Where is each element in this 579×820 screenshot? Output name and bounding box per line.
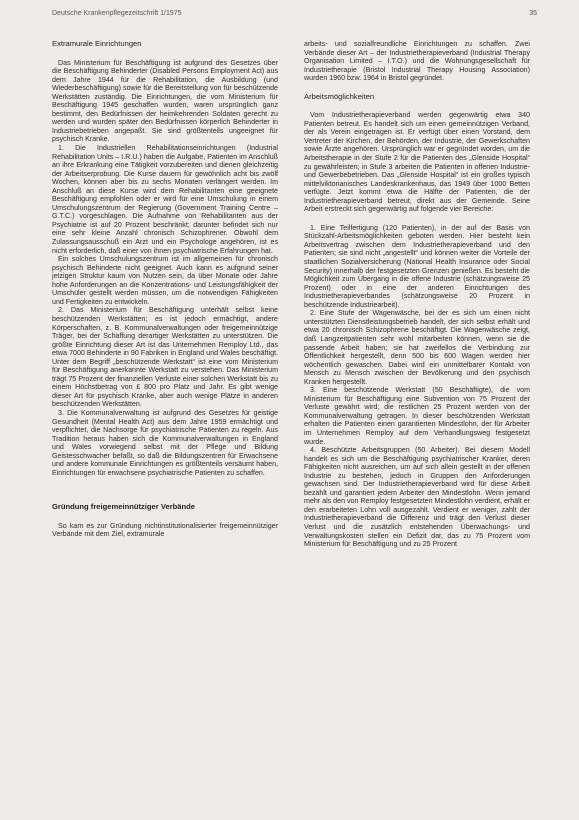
- paragraph: 4. Beschützte Arbeitsgruppen (50 Arbeiter). Bei diesem Modell handelt es sich um die Beschäftigung psychiatrischer Kranker, deren Fähigkeiten nicht ausreichen, um auf sich allein gestellt in der offenen Industrie zu bestehen, jedoch in Gruppen den Anforderungen gewachsen sind. Der Industrietherapieverband wird für diese Arbeit bezahlt und garantiert jedem Arbeiter den Mindestlohn. Wenn jemand mehr als den von Remploy festgesetzten Mindestlohn verdient, erhält er den erarbeiteten Lohn voll ausgezahlt. Verdient er weniger, zahlt der Industrietherapieverband die Differenz und trägt den Verlust dieser Verlust und die zusätzlich entstehenden Überwachungs- und Verwaltungskosten stellen ein Defizit dar, das zu 75 Prozent vom Ministerium für Beschäftigung und zu 25 Prozent: [304, 446, 530, 549]
- paragraph: Vom Industrietherapieverband werden gegenwärtig etwa 340 Patienten betreut. Es handelt sich um einen gemeinnützigen Verband, der als Verein eingetragen ist. Er verfügt über einen Vorstand, dem Vertreter der Kirchen, der Behörden, der Industrie, der Gewerkschaften sowie Ärzte angehören. Ursprünglich war er gegründet worden, um die Arbeitstherapie in der Stufe 2 für die Patienten des „Glenside Hospital“ zu gewährleisten; in Stufe 3 arbeiten die Patienten in offenen Industrie- und Gewerbebetrieben. Das „Glenside Hospital“ ist ein großes typisch mittelviktorianisches Landeskrankenhaus, das 1949 über 1000 Betten verfügte. Jetzt kommt etwa die Hälfte der Patienten, die der Industrietherapieverband betreut, direkt aus der Gemeinde. Seine Arbeit erstreckt sich gegenwärtig auf folgende vier Bereiche:: [304, 111, 530, 214]
- paragraph: 2. Das Ministerium für Beschäftigung unterhält selbst keine beschützenden Werkstätten; es ist jedoch ermächtigt, andere Körperschaften, z. B. Kommunalverwaltungen oder freigemeinnützige Träger, bei der Schaffung derartiger Werkstätten zu unterstützen. Die größte Einrichtung dieser Art ist das Unternehmen Remploy Ltd., das etwa 7000 Behinderte in 90 Fabriken in England und Wales beschäftigt. Unter dem Begriff „beschützende Werkstatt“ ist eine vom Ministerium für Beschäftigung anerkannte Werkstatt zu verstehen. Das Ministerium trägt 75 Prozent der finanziellen Verluste einer solchen Werkstatt bis zu einem Höchstbetrag von £ 800 pro Platz und Jahr. Es gibt wenige dieser Art für psychisch Kranke, aber auch wenige Plätze in anderen beschützenden Werkstätten.: [52, 306, 278, 409]
- section-heading-extramural: Extramurale Einrichtungen: [52, 39, 142, 48]
- paragraph: 3. Eine beschützende Werkstatt (50 Beschäftigte), die vom Ministerium für Beschäftigung eine Subvention von 75 Prozent der Verluste gewährt wird; die restlichen 25 Prozent werden von der Kommunalverwaltung getragen. In dieser beschützenden Werkstatt erhalten die Patienten einen garantierten Mindestlohn, der für Arbeiter im Unternehmen Remploy auf dem Verhandlungsweg festgesetzt wurde.: [304, 386, 530, 446]
- left-column: [52, 40, 278, 539]
- paragraph: arbeits- und sozialfreundliche Einrichtungen zu schaffen. Zwei Verbände dieser Art – der Industrietherapieverband (Industrial Therapy Organisation Limited – I.T.O.) und die Wohnungsgesellschaft für Industrietherapie (Bristol Industrial Therapy Housing Association) wurden 1960 bzw. 1964 in Bristol gegründet.: [304, 40, 530, 83]
- paragraph: 1. Eine Teilfertigung (120 Patienten), in der auf der Basis von Stückzahl-Arbeitsmöglichkeiten geboten werden. Hier besteht kein Arbeitsvertrag zwischen dem Industrietherapieverband und den Patienten; sie sind nicht „angestellt“ und können weiter die Vorteile der staatlichen Sozialversicherung (National Health Insurance oder Social Security) innerhalb der festgesetzten Grenzen genießen. Es besteht die Möglichkeit zum Übergang in die offene Industrie (schätzungsweise 25 Prozent) oder in eine der anderen Einrichtungen des Industrietherapieverbandes (schätzungsweise 20 Prozent in beschützende Industriearbeit).: [304, 223, 530, 309]
- section-heading-founding: Gründung freigemeinnütziger Verbände: [52, 502, 196, 512]
- paragraph: 3. Die Kommunalverwaltung ist aufgrund des Gesetzes für geistige Gesundheit (Mental Health Act) aus dem Jahre 1959 ermächtigt und verpflichtet, die Nachsorge für psychiatrische Patienten zu regeln. Aus Tradition heraus haben sich die Kommunalverwaltungen in England und Wales vorwiegend selbst mit der Pflege und Bildung Geistesschwacher befaßt, so daß die Bildungszentren für Erwachsene und andere kommunale Einrichtungen es größtenteils versäumt haben, Einrichtungen für erwachsene psychiatrische Patienten zu schaffen.: [52, 408, 278, 477]
- journal-title: Deutsche Krankenpflegezeitschrift 1/1975: [52, 10, 182, 17]
- running-header: [52, 10, 537, 22]
- right-column: [304, 40, 530, 549]
- paragraph: So kam es zur Gründung nichtinstitutionalisierter freigemeinnütziger Verbände mit dem Ziel, extramurale: [52, 521, 278, 539]
- section-heading-work-opportunities: Arbeitsmöglichkeiten: [304, 91, 375, 101]
- paragraph: 2. Eine Stufe der Wagenwäsche, bei der es sich um einen nicht unterstützten Dienstleistungsbetrieb handelt, der sich selbst erhält und etwa 20 chronisch Schizophrene beschäftigt. Die Wagenwäsche zeigt, daß Langzeitpatienten sehr wohl mitarbeiten können, wenn sie die passende Arbeit haben; sie hat zweifellos die Verbindung zur Öffentlichkeit hergestellt, denn 500 bis 600 Wagen werden hier wöchentlich gewaschen. Dabei wird ein unmittelbarer Kontakt von Mensch zu Mensch zwischen der Bevölkerung und den psychisch Kranken hergestellt.: [304, 309, 530, 386]
- paragraph: Ein solches Umschulungszentrum ist im allgemeinen für chronisch psychisch Behinderte nicht geeignet. Auch kann es aufgrund seiner jetzigen Struktur kaum von Nutzen sein, da über Monate oder Jahre hohe Anforderungen an die Konzentrations- und Leistungsfähigkeit der Umschüler gestellt werden müssen, um die notwendigen Fähigkeiten und Fertigkeiten zu entwickeln.: [52, 255, 278, 306]
- page-number: 35: [529, 10, 537, 17]
- paragraph: 1. Die Industriellen Rehabilitationseinrichtungen (Industrial Rehabilitation Units – I.R.U.) haben die Aufgabe, Patienten im Anschluß an ihre Erkrankung eine Tätigkeit vorzubereiten und dienen gleichzeitig der Arbeitserprobung. Die Kurse dauern für gewöhnlich acht bis zwölf Wochen, können aber bis zu sechs Monaten verlängert werden. Im Anschluß an diese Kurse wird dem Rehabilitanten eine geeignete Beschäftigung empfohlen oder er wird für eine Umschulung in einem Umschulungszentrum der Regierung (Government Training Centre – G.T.C.) vorgeschlagen. Die Aufnahme von Rehabilitanten aus der Psychiatrie ist auf 20 Prozent beschränkt; darunter befindet sich nur eine sehr kleine Anzahl chronisch Schizophrener. Obwohl dem Zulassungsausschuß ein Arzt und ein Psychologe angehören, ist es nicht erforderlich, daß einer von ihnen psychiatrische Erfahrungen hat.: [52, 144, 278, 255]
- paragraph: Das Ministerium für Beschäftigung ist aufgrund des Gesetzes über die Beschäftigung Behinderter (Disabled Persons Employment Act) aus dem Jahre 1944 für die Rehabilitation, die Ausbildung (und Wiederbeschäftigung) sowie für die Bereitstellung von für beschützende Werkstätten zuständig. Die Einrichtungen, die vom Ministerium für Beschäftigung 1945 geschaffen wurden, waren ursprünglich ganz bestimmt, den Bedürfnissen der heimkehrenden Soldaten gerecht zu werden und wurden später den Bedürfnissen körperlich Behinderter in Industriebetrieben angepaßt. Sie sind größtenteils ungeeignet für psychisch Kranke.: [52, 58, 278, 144]
